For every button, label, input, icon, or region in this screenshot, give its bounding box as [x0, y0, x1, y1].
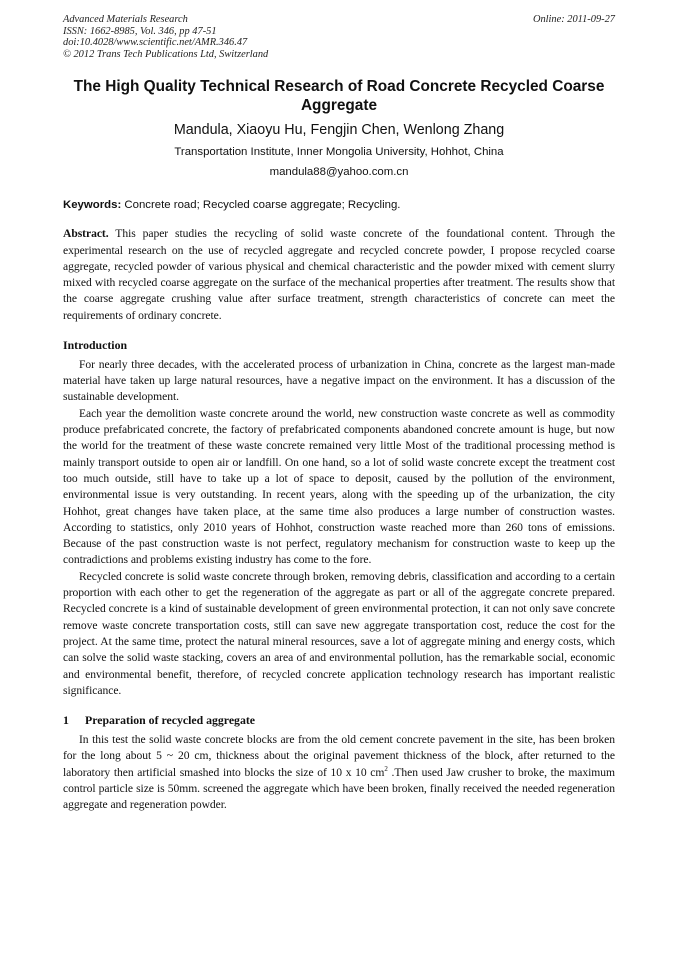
journal-name: Advanced Materials Research — [63, 14, 188, 25]
doi-line: doi:10.4028/www.scientific.net/AMR.346.47 — [63, 37, 248, 49]
introduction-heading: Introduction — [63, 337, 128, 352]
paper-page — [63, 14, 615, 814]
intro-paragraph: For nearly three decades, with the accelerated process of urbanization in China, concrete as the largest man-made material have taken up large natural resources, have a negative impact on the environment. It has a discussion of the sustainable development. — [63, 357, 615, 404]
paper-title: The High Quality Technical Research of Road Concrete Recycled Coarse Aggregate — [73, 78, 605, 115]
abstract-text: This paper studies the recycling of solid waste concrete of the foundational content. Through the experimental research on the use of recycled aggregate and recycled concrete powder, I propose recycled coarse aggregate, recycled powder of various physical and chemical characteristic and the powder mixed with cement slurry mixed with recycled coarse aggregate on the surface of the mechanical properties after treatment. The results show that the coarse aggregate crushing value after surface treatment, strength characteristics of concrete can meet the requirements of ordinary concrete. — [63, 227, 615, 322]
section-1-heading — [63, 713, 615, 728]
affiliation: Transportation Institute, Inner Mongolia University, Hohhot, China — [174, 146, 504, 159]
section-1-text-b: .Then used Jaw crusher to broke, the maximum control particle size is 50mm. screened the aggregate which have been broken, finally received the needed regeneration aggregate and regeneration powder. — [63, 765, 615, 812]
online-date: Online: 2011-09-27 — [532, 14, 615, 25]
superscript: 2 — [384, 764, 388, 773]
intro-paragraph: Recycled concrete is solid waste concrete through broken, removing debris, classification and according to a certain proportion with each other to get the regeneration of the aggregate as part or all of the aggregate concrete prepared. Recycled concrete is a kind of sustainable development of green environmental protection, it can not only save concrete remove waste concrete transportation costs, still can save new aggregate transportation cost, reduce the cost for the project. At the same time, protect the natural mineral resources, save a lot of aggregate mining and energy costs, which can solve the solid waste stacking, covers an area of and environmental pollution, has the remarkable social, economic and environmental benefit, therefore, of recycled concrete application technology research has important realistic significance. — [63, 569, 615, 697]
abstract — [63, 226, 615, 324]
abstract-label: Abstract. — [63, 227, 109, 241]
intro-paragraph: Each year the demolition waste concrete around the world, new construction waste concrete as well as commodity produce prefabricated concrete, the factory of prefabricated components abandoned concrete amount is huge, but now the world for the treatment of these waste concrete remained very little Most of the traditional processing method is mainly transport outside to open air or landfill. On one hand, so a lot of solid waste concrete except the treatment cost too much outside, still have to take up a lot of space to deposit, caused by the pollution of the environment, environmental issue is very outstanding. In recent years, along with the speeding up of the urbanization, the city Hohhot, great changes have taken place, at the same time also produces a large number of construction wastes. According to statistics, only 2010 years of Hohhot, construction waste reached more than 260 tons of emissions. Because of the past construction waste is not perfect, regulatory mechanism for construction waste to keep up the contradictions and problems existing industry has come to the fore. — [63, 406, 615, 567]
section-1-text-a: In this test the solid waste concrete blocks are from the old cement concrete pavement in the site, has been broken for the long about 5 ~ 20 cm, thickness about the original pavement thickness of the block, after returned to the laboratory then artificial smashed into blocks the size of 10 x 10 cm — [63, 733, 615, 779]
journal-header — [63, 14, 615, 60]
copyright-line: © 2012 Trans Tech Publications Ltd, Switzerland — [63, 48, 269, 60]
keywords-label: Keywords: — [63, 199, 122, 212]
section-1-paragraph — [63, 732, 615, 813]
author-email: mandula88@yahoo.com.cn — [269, 166, 409, 179]
author-list: Mandula, Xiaoyu Hu, Fengjin Chen, Wenlong Zhang — [173, 122, 505, 139]
section-title: Preparation of recycled aggregate — [85, 713, 256, 728]
section-number: 1 — [63, 713, 69, 728]
keywords-text: Concrete road; Recycled coarse aggregate; Recycling. — [121, 199, 401, 212]
issn-line: ISSN: 1662-8985, Vol. 346, pp 47-51 — [63, 25, 217, 37]
keywords — [63, 198, 615, 212]
